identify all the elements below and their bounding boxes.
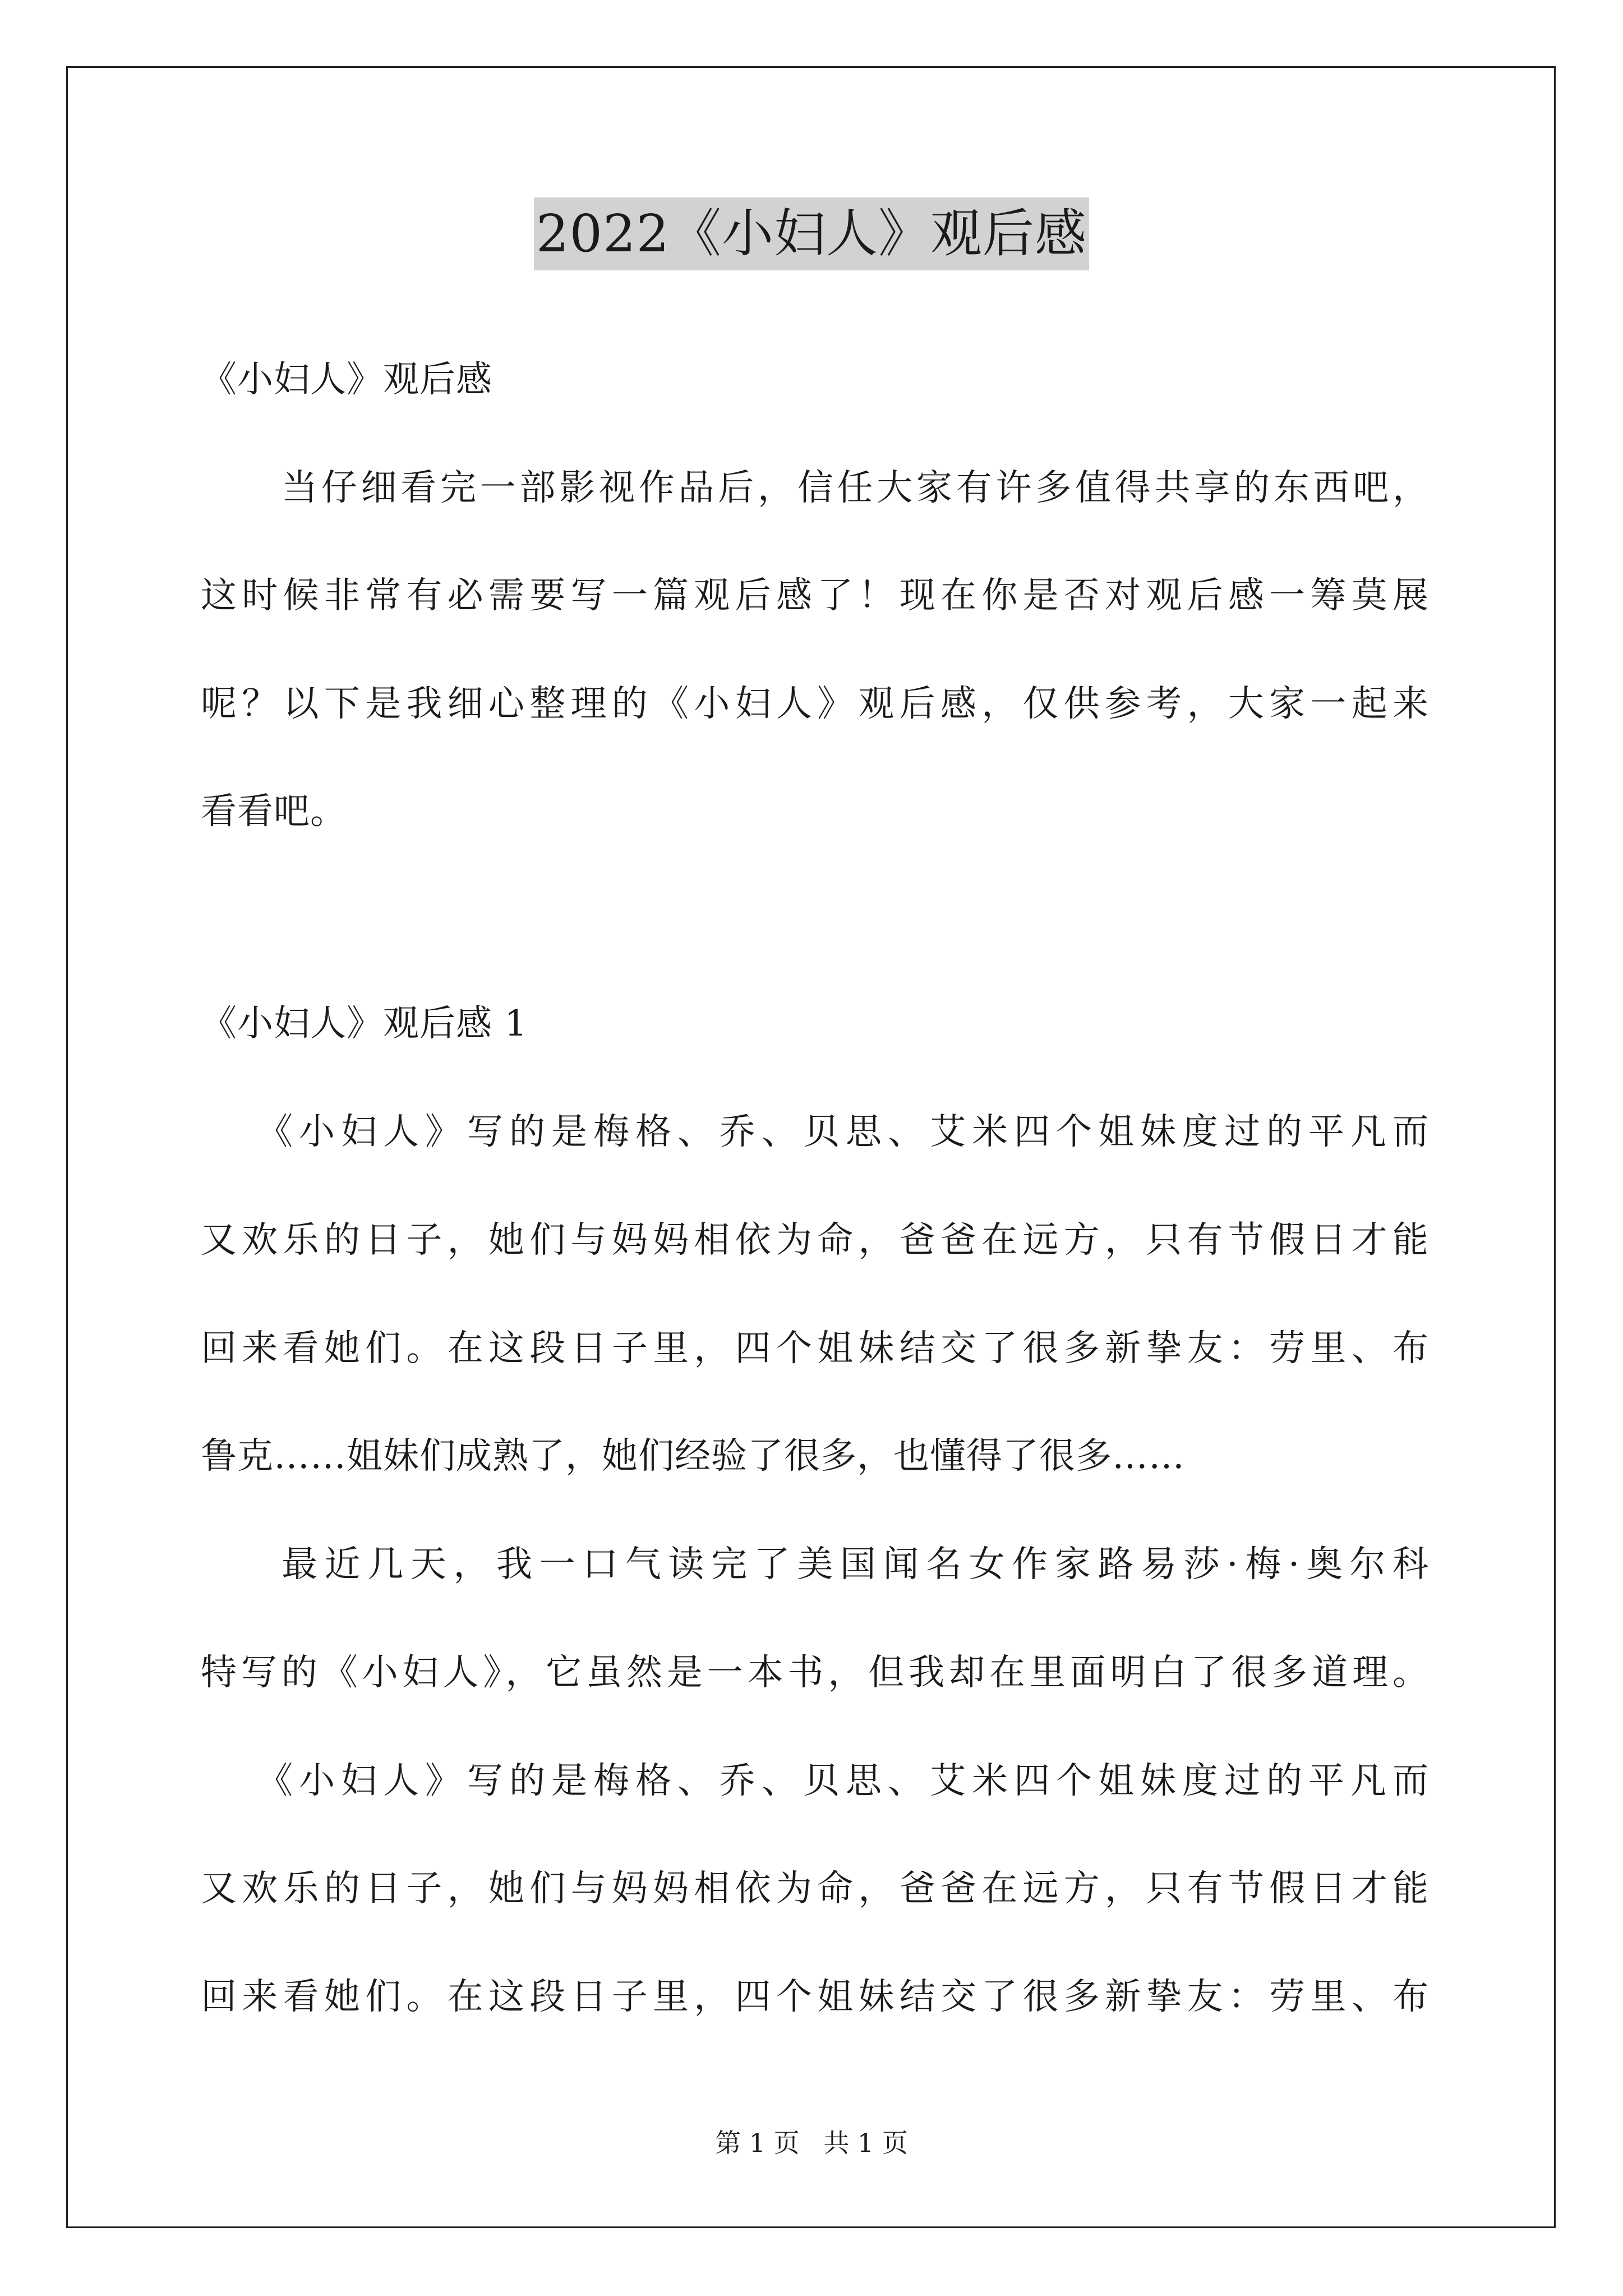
paragraph-line: 当仔细看完一部影视作品后，信任大家有许多值得共享的东西吧， xyxy=(282,467,1429,509)
paragraph-line: 回来看她们。在这段日子里，四个姐妹结交了很多新挚友：劳里、布 xyxy=(201,1976,1429,2018)
paragraph-line: 又欢乐的日子，她们与妈妈相依为命，爸爸在远方，只有节假日才能 xyxy=(201,1220,1429,1261)
paragraph-line: 特写的《小妇人》，它虽然是一本书，但我却在里面明白了很多道理。 xyxy=(201,1652,1429,1694)
paragraph-line: 《小妇人》写的是梅格、乔、贝思、艾米四个姐妹度过的平凡而 xyxy=(257,1760,1429,1802)
paragraph-line: 《小妇人》写的是梅格、乔、贝思、艾米四个姐妹度过的平凡而 xyxy=(257,1111,1429,1153)
page-number-current: 第 1 页 xyxy=(715,2128,800,2158)
paragraph-line: 看看吧。 xyxy=(201,791,347,832)
section-heading: 《小妇人》观后感 xyxy=(201,359,492,401)
section-heading: 《小妇人》观后感 1 xyxy=(201,1003,528,1045)
paragraph-line: 这时候非常有必需要写一篇观后感了！现在你是否对观后感一筹莫展 xyxy=(201,575,1429,616)
document-title: 2022《小妇人》观后感 xyxy=(534,197,1089,270)
paragraph-line: 呢？以下是我细心整理的《小妇人》观后感，仅供参考，大家一起来 xyxy=(201,683,1429,725)
page-footer xyxy=(0,2126,1623,2160)
paragraph-line: 又欢乐的日子，她们与妈妈相依为命，爸爸在远方，只有节假日才能 xyxy=(201,1868,1429,1910)
page-number-total: 共 1 页 xyxy=(823,2128,908,2158)
title-container xyxy=(0,197,1623,270)
paragraph-line: 最近几天，我一口气读完了美国闻名女作家路易莎·梅·奥尔科 xyxy=(282,1544,1429,1585)
paragraph-line: 回来看她们。在这段日子里，四个姐妹结交了很多新挚友：劳里、布 xyxy=(201,1328,1429,1369)
paragraph-line: 鲁克……姐妹们成熟了，她们经验了很多，也懂得了很多…… xyxy=(201,1435,1185,1477)
